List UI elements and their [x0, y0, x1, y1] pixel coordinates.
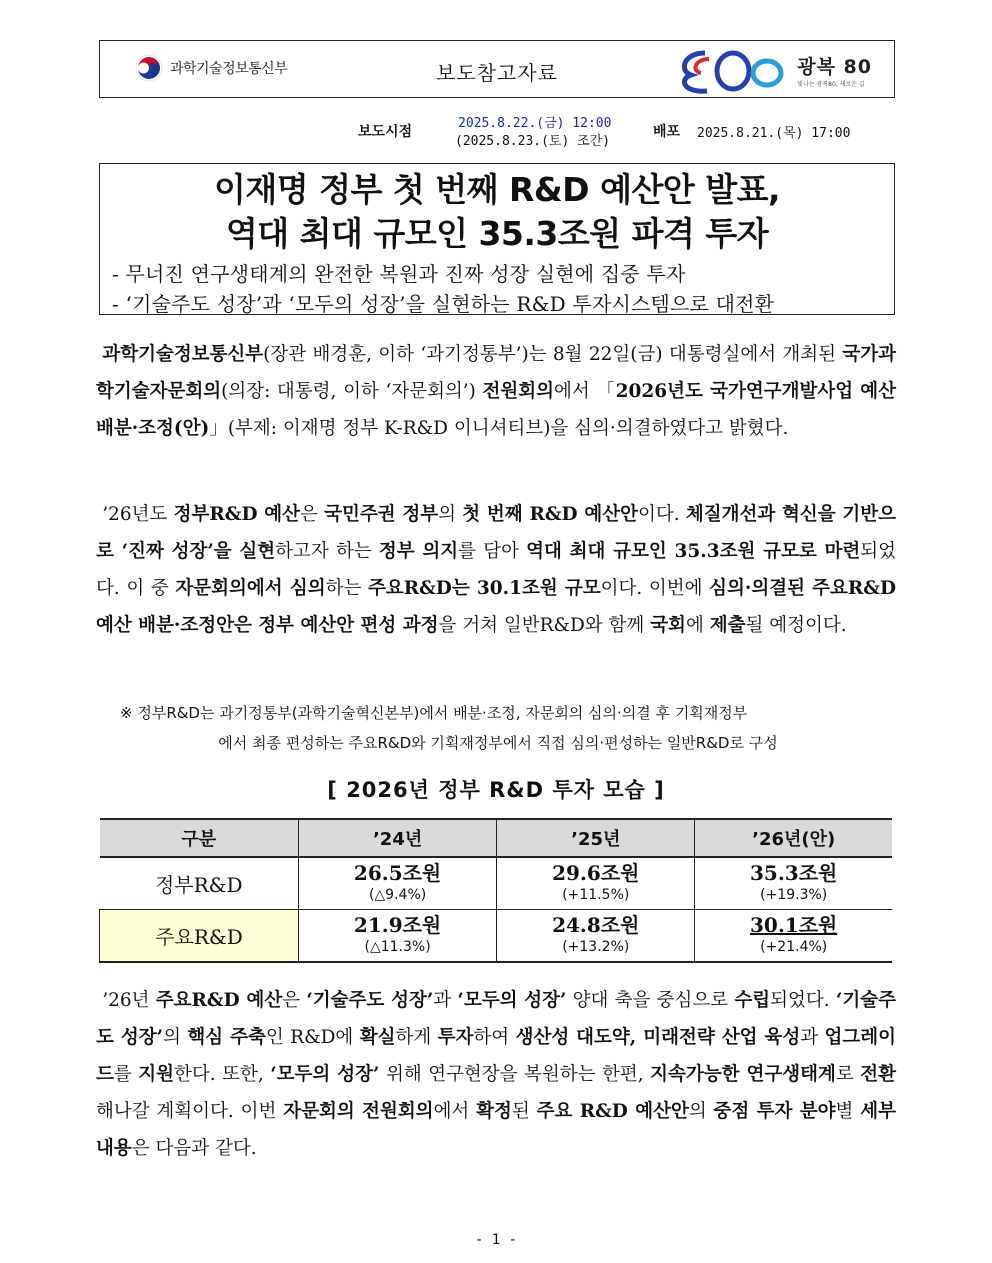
footnote: [120, 698, 896, 758]
p3-f: ‘모두의 성장’: [457, 990, 567, 1011]
p3-al: 세부 내용: [96, 1101, 896, 1159]
p3-j: ‘기술주도 성장’: [96, 990, 896, 1048]
table-cell: [299, 857, 497, 910]
cell-change: (△9.4%): [368, 887, 427, 903]
p3-d: ‘기술주도 성장’: [306, 990, 434, 1011]
p3-aj: 중점 투자 분야: [713, 1101, 836, 1122]
p2-q: 이다. 이번에: [600, 578, 710, 599]
paragraph-1: [96, 336, 896, 447]
p2-e: 의: [438, 504, 463, 525]
p3-u: 를: [113, 1064, 139, 1085]
p2-i: 하고자 하는: [275, 541, 379, 562]
p1-council: 국가과학기술자문회의: [96, 344, 896, 402]
p1-text-h: 」(부제: 이재명 정부 K-R&D 이니셔티브)을 심의·의결하였다고 밝혔다.: [209, 418, 789, 439]
p2-s: 을 거쳐 일반R&D와 함께: [438, 615, 651, 636]
table-cell: [695, 857, 892, 910]
document-type: 보도참고자료: [436, 61, 558, 85]
table-header-cell: 구분: [100, 819, 299, 857]
table-row: [100, 910, 893, 963]
p3-t: 업그레이드: [96, 1027, 896, 1085]
headline-box: [99, 163, 895, 315]
rd-investment-table: [99, 818, 892, 963]
table-cell: [299, 910, 497, 963]
row-label-highlighted: 주요R&D: [100, 910, 299, 963]
p2-j: 정부 의지: [378, 541, 459, 562]
cell-change: (+13.2%): [562, 939, 630, 955]
p3-x: ‘모두의 성장’: [270, 1064, 380, 1085]
p3-q: 하여: [473, 1027, 516, 1048]
table-row: [100, 857, 893, 910]
p3-aa: 로: [835, 1064, 861, 1085]
p1-text-f: 에서 「: [554, 381, 616, 402]
p2-k: 를 담아: [458, 541, 527, 562]
headline-line-2: 역대 최대 규모인 35.3조원 파격 투자: [225, 214, 769, 253]
p2-v: 제출: [709, 615, 746, 636]
table-cell: [695, 910, 892, 963]
p2-t: 국회: [650, 615, 686, 636]
p2-l: 역대 최대 규모인 35.3조원 규모로 마련: [526, 541, 861, 562]
distribution-time: 2025.8.21.(목) 17:00: [697, 126, 851, 141]
footnote-line-1: ※ 정부R&D는 과기정통부(과학기술혁신본부)에서 배분·조정, 자문회의 심의·의결 후 기획재정부: [120, 704, 748, 722]
p2-f: 첫 번째 R&D 예산안: [462, 504, 638, 525]
p3-b: 주요R&D 예산: [155, 990, 283, 1011]
cell-value: 24.8조원: [552, 913, 640, 937]
table-header-cell: ’26년(안): [695, 819, 892, 857]
p3-l: 핵심 주축: [187, 1027, 266, 1048]
row-label: 정부R&D: [100, 857, 299, 910]
p2-c: 은: [300, 504, 325, 525]
page-number: - 1 -: [474, 1232, 518, 1248]
liberation-80-logo: [675, 45, 872, 95]
p3-k: 의: [163, 1027, 188, 1048]
p3-ae: 에서: [433, 1101, 477, 1122]
p2-m: 되었다. 이 중: [96, 541, 896, 599]
cell-value: 35.3조원: [750, 861, 838, 885]
press-header: [99, 40, 895, 98]
p3-s: 과: [800, 1027, 825, 1048]
p2-p: 주요R&D는 30.1조원 규모: [367, 578, 601, 599]
p3-a: ’26년: [102, 990, 156, 1011]
p3-r: 생산성 대도약, 미래전략 산업 육성: [515, 1027, 801, 1048]
p2-w: 될 예정이다.: [745, 615, 847, 636]
p3-o: 하게: [395, 1027, 438, 1048]
subheadline-2: - ‘기술주도 성장’과 ‘모두의 성장’을 실현하는 R&D 투자시스템으로 대전환: [112, 292, 775, 316]
table-header-cell: ’24년: [299, 819, 497, 857]
cell-value: 21.9조원: [353, 913, 442, 937]
p3-z: 지속가능한 연구생태계: [650, 1064, 836, 1085]
p3-ag: 된: [511, 1101, 537, 1122]
p3-af: 확정: [476, 1101, 512, 1122]
p3-w: 한다. 또한,: [173, 1064, 271, 1085]
ministry-name: 과학기술정보통신부: [170, 61, 288, 77]
p1-ministry: 과학기술정보통신부: [102, 344, 264, 365]
p3-m: 인 R&D에: [265, 1027, 360, 1048]
cell-change: (△11.3%): [364, 939, 431, 955]
footnote-line-2: 에서 최종 편성하는 주요R&D와 기획재정부에서 직접 심의·편성하는 일반R&D로 구성: [218, 734, 778, 752]
p1-plan-title: 2026년도 국가연구개발사업 예산 배분·조정(안): [96, 381, 897, 439]
p3-y: 위해 연구현장을 복원하는 한편,: [379, 1064, 651, 1085]
p2-r: 심의·의결된 주요R&D 예산 배분·조정안은 정부 예산안 편성 과정: [96, 578, 897, 636]
p1-text-d: (의장: 대통령, 이하 ‘자문회의’): [221, 381, 483, 402]
subheadline-1: - 무너진 연구생태계의 완전한 복원과 진짜 성장 실현에 집중 투자: [112, 262, 686, 286]
p3-ah: 주요 R&D 예산안: [536, 1101, 689, 1122]
table-title: [ 2026년 정부 R&D 투자 모습 ]: [327, 778, 665, 802]
p3-ad: 자문회의 전원회의: [283, 1101, 434, 1122]
p3-am: 은 다음과 같다.: [131, 1138, 257, 1159]
liberation-80-emblem-icon: [675, 45, 795, 95]
p3-e: 과: [433, 990, 458, 1011]
anniversary-slogan: 빛나는 광복80, 새로운 길: [797, 81, 865, 88]
release-time-secondary: (2025.8.23.(토) 조간): [455, 134, 611, 149]
p2-a: ’26년도: [102, 504, 174, 525]
p3-i: 되었다.: [770, 990, 836, 1011]
cell-change: (+11.5%): [562, 887, 630, 903]
p3-p: 투자: [437, 1027, 474, 1048]
p2-b: 정부R&D 예산: [173, 504, 301, 525]
p1-text-b: (장관 배경훈, 이하 ‘과기정통부’)는 8월 22일(금) 대통령실에서 개최된: [263, 344, 843, 365]
p3-ai: 의: [688, 1101, 714, 1122]
p2-d: 국민주권 정부: [324, 504, 439, 525]
p3-h: 수립: [734, 990, 771, 1011]
p2-u: 에: [685, 615, 710, 636]
p3-n: 확실: [359, 1027, 396, 1048]
cell-value-underlined: 30.1조원: [750, 913, 838, 937]
p3-ab: 전환: [860, 1064, 896, 1085]
cell-change: (+19.3%): [760, 887, 828, 903]
release-label: 보도시점: [358, 124, 413, 140]
p3-ac: 해나갈 계획이다. 이번: [96, 1101, 284, 1122]
p3-v: 지원: [138, 1064, 174, 1085]
table-header-cell: ’25년: [497, 819, 695, 857]
headline-line-1: 이재명 정부 첫 번째 R&D 예산안 발표,: [214, 170, 780, 209]
cell-value: 29.6조원: [552, 861, 640, 885]
table-cell: [497, 910, 695, 963]
anniversary-text: 광복 80: [797, 56, 872, 78]
p2-g: 이다.: [637, 504, 686, 525]
cell-change: (+21.4%): [760, 939, 828, 955]
table-cell: [497, 857, 695, 910]
p1-plenary: 전원회의: [482, 381, 555, 402]
cell-value: 26.5조원: [353, 861, 442, 885]
release-time-primary: 2025.8.22.(금) 12:00: [458, 116, 612, 131]
table-header-row: [100, 819, 893, 857]
distribution-label: 배포: [653, 124, 681, 140]
paragraph-2: [96, 496, 896, 644]
p2-h: 체질개선과 혁신을 기반으로 ‘진짜 성장’을 실현: [96, 504, 896, 562]
paragraph-3: [96, 982, 896, 1167]
p3-ak: 별: [835, 1101, 861, 1122]
p3-c: 은: [282, 990, 307, 1011]
p2-o: 하는: [325, 578, 368, 599]
p2-n: 자문회의에서 심의: [175, 578, 326, 599]
p3-g: 양대 축을 중심으로: [566, 990, 735, 1011]
